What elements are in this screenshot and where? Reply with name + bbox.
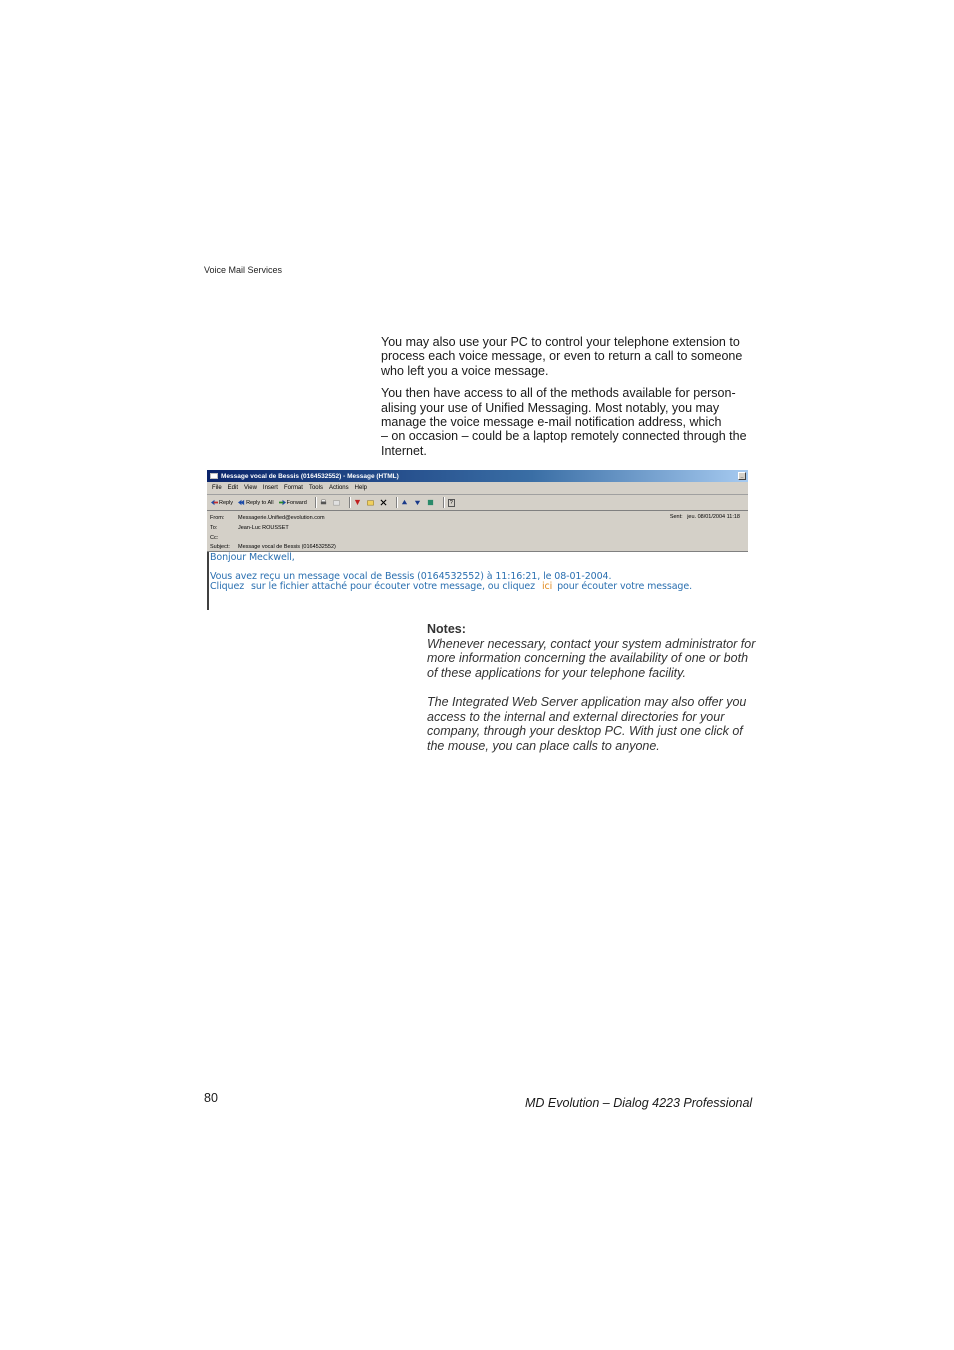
print-button[interactable] xyxy=(320,499,328,506)
ici-link[interactable]: ici xyxy=(541,581,553,592)
message-body[interactable] xyxy=(207,552,748,610)
help-button[interactable] xyxy=(448,499,455,507)
text-line: The Integrated Web Server application may also offer you xyxy=(427,694,747,709)
body-line-1: Vous avez reçu un message vocal de Bessis (0164532552) à 11:16:21, le 08-01-2004. xyxy=(210,571,612,582)
notes-section xyxy=(427,622,757,768)
text-line: – on occasion – could be a laptop remotely connected through the xyxy=(381,429,747,444)
reply-all-button[interactable] xyxy=(238,499,274,506)
email-toolbar xyxy=(207,495,748,511)
menu-tools[interactable]: Tools xyxy=(308,485,323,491)
intro-paragraph-2 xyxy=(381,386,753,458)
flag-icon xyxy=(354,499,361,506)
forward-button[interactable] xyxy=(279,499,307,506)
folder-button[interactable] xyxy=(367,499,375,506)
envelope-icon xyxy=(210,473,218,479)
text-line: Internet. xyxy=(381,443,427,458)
text-line: manage the voice message e-mail notification address, which xyxy=(381,415,722,430)
greeting-line: Bonjour Meckwell, xyxy=(210,552,295,563)
reply-all-label: Reply to All xyxy=(246,499,274,506)
menu-bar xyxy=(207,482,748,495)
address-book-button[interactable] xyxy=(427,499,435,506)
body-text: sur le fichier attaché pour écouter votre message, ou cliquez xyxy=(251,581,536,592)
toolbar-separator xyxy=(443,497,445,508)
toolbar-separator xyxy=(315,497,317,508)
text-line: the mouse, you can place calls to anyone. xyxy=(427,738,660,753)
menu-file[interactable]: File xyxy=(212,485,222,491)
next-item-button[interactable] xyxy=(414,499,422,506)
subject-row xyxy=(210,544,336,550)
notes-title: Notes: xyxy=(427,622,466,636)
to-row xyxy=(210,525,289,531)
menu-insert[interactable]: Insert xyxy=(262,485,278,491)
text-line: You may also use your PC to control your telephone extension to xyxy=(381,335,740,349)
address-book-icon xyxy=(427,499,434,506)
down-arrow-icon xyxy=(414,499,421,506)
delete-icon xyxy=(380,499,387,506)
previous-item-button[interactable] xyxy=(401,499,409,506)
from-row xyxy=(210,515,325,521)
text-line: Whenever necessary, contact your system administrator for xyxy=(427,636,756,651)
reply-icon xyxy=(211,499,218,506)
subject-label: Subject: xyxy=(210,544,230,550)
forward-label: Forward xyxy=(286,499,307,506)
text-line: of these applications for your telephone facility. xyxy=(427,665,686,680)
body-line-2 xyxy=(210,581,692,592)
sent-label: Sent: xyxy=(669,514,683,520)
text-line: company, through your desktop PC. With just one click of xyxy=(427,724,743,739)
menu-edit[interactable]: Edit xyxy=(227,485,239,491)
running-header: Voice Mail Services xyxy=(204,265,283,275)
page-number: 80 xyxy=(204,1091,218,1105)
text-line: access to the internal and external directories for your xyxy=(427,709,725,724)
intro-paragraph-1 xyxy=(381,335,753,378)
move-folder-icon xyxy=(333,499,340,506)
reply-button[interactable] xyxy=(211,499,233,506)
reply-label: Reply xyxy=(219,499,234,506)
sent-value: jeu. 08/01/2004 11:18 xyxy=(687,514,740,520)
to-value[interactable]: Jean-Luc ROUSSET xyxy=(238,525,289,531)
help-icon: ? xyxy=(449,499,453,506)
text-line: alising your use of Unified Messaging. Most notably, you may xyxy=(381,400,720,415)
printer-icon xyxy=(320,499,327,506)
cc-row xyxy=(210,535,238,541)
menu-actions[interactable]: Actions xyxy=(328,485,349,491)
email-titlebar xyxy=(207,470,748,482)
from-label: From: xyxy=(210,515,225,521)
email-screenshot xyxy=(207,470,748,610)
toolbar-separator xyxy=(396,497,398,508)
intro-text xyxy=(381,335,753,466)
body-text: pour écouter votre message. xyxy=(557,581,693,592)
notes-text xyxy=(427,637,757,754)
footer-document-title: MD Evolution – Dialog 4223 Professional xyxy=(525,1096,753,1110)
text-line: more information concerning the availability of one or both xyxy=(427,651,749,666)
email-title: Message vocal de Bessis (0164532552) - Message (HTML) xyxy=(221,472,399,480)
text-line: who left you a voice message. xyxy=(381,363,549,378)
minimize-button[interactable]: _ xyxy=(738,472,746,480)
flag-button[interactable] xyxy=(354,499,362,506)
menu-help[interactable]: Help xyxy=(354,485,367,491)
note-2 xyxy=(427,695,757,753)
menu-format[interactable]: Format xyxy=(283,485,303,491)
toolbar-separator xyxy=(349,497,351,508)
to-label: To: xyxy=(210,525,218,531)
text-line: You then have access to all of the methods available for person- xyxy=(381,386,736,401)
up-arrow-icon xyxy=(401,499,408,506)
delete-button[interactable] xyxy=(380,499,388,506)
sent-row xyxy=(670,514,740,520)
move-button[interactable] xyxy=(333,499,341,506)
menu-view[interactable]: View xyxy=(244,485,257,491)
note-1 xyxy=(427,637,757,681)
message-headers xyxy=(207,511,748,552)
reply-all-icon xyxy=(238,499,245,506)
text-line: process each voice message, or even to return a call to someone xyxy=(381,349,743,364)
cc-label: Cc: xyxy=(210,535,219,541)
from-value[interactable]: Messagerie.Unified@evolution.com xyxy=(238,515,325,521)
folder-icon xyxy=(367,499,374,506)
body-text: Cliquez xyxy=(210,581,245,592)
subject-value[interactable]: Message vocal de Bessis (0164532552) xyxy=(238,544,336,550)
forward-icon xyxy=(279,499,286,506)
